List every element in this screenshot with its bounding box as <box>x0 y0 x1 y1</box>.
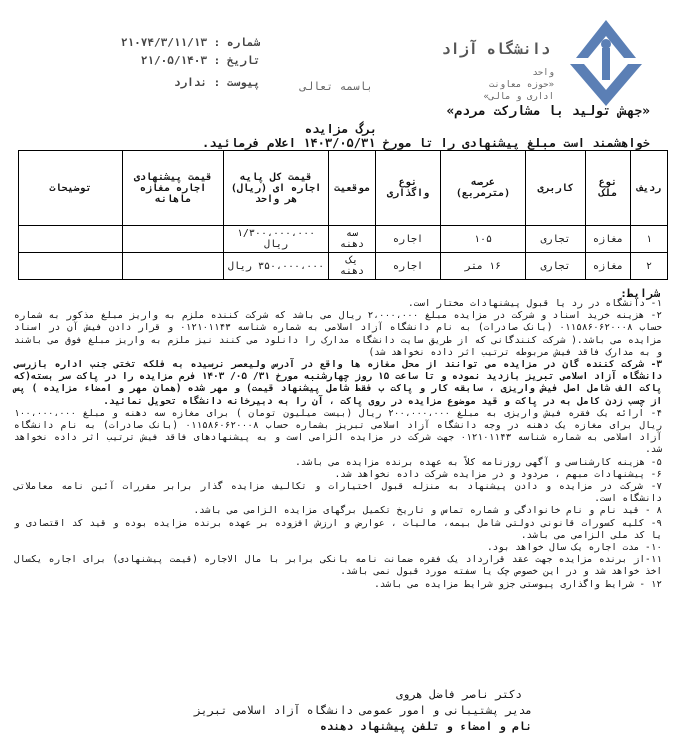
cell-notes[interactable] <box>19 253 123 280</box>
condition-item: ۱- دانشگاه در رد یا قبول پیشنهادات مختار است. <box>407 298 662 309</box>
condition-item: ۱۲ - شرایط واگذاری پیوستی جزو شرایط مزایده می باشد. <box>374 578 662 590</box>
col-header-offer-price: قیمت پیشنهادی اجاره مغازه ماهانه <box>123 151 224 226</box>
bidder-signature-note: نام و امضاء و تلفن پیشنهاد دهنده <box>320 720 532 733</box>
condition-item: ۴- ارائه یک فقره فیش واریزی به مبلغ ۲۰۰،۰۰۰،۰۰۰ ریال (بیست میلیون تومان ) برای مغازه سه دهنه و مبلغ ۱۰۰،۰۰۰،۰۰۰ ریال برای مغازه یک دهنه در وجه دانشگاه آزاد اسلامی تبریز بشماره حساب ۰۱۱۵۸۶۰۶۲۰۰۰۸ (بانک صادرات) به نام دانشگاه آزاد اسلامی به شماره شناسه ۰۱۲۱۰۱۱۴۳ جهت شرکت در مزایده الزامی است و به پیشنهادهای فاقد فیش ترتیب اثر داده نخواهد شد. <box>14 407 663 456</box>
unit-line-1: واحد <box>532 68 554 78</box>
unit-line-3: اداری و مالی» <box>483 92 554 102</box>
condition-item: ۵- هزینه کارشناسی و آگهی روزنامه کلاً به عهده برنده مزایده می باشد. <box>295 456 662 468</box>
cell-property-type: مغازه <box>586 253 631 280</box>
motto: «جهش تولید با مشارکت مردم» <box>446 104 650 119</box>
cell-property-type: مغازه <box>586 226 631 253</box>
university-name: دانشگاه آزاد <box>441 40 550 58</box>
col-header-notes: توضیحات <box>19 151 123 226</box>
university-logo <box>556 18 656 108</box>
cell-notes[interactable] <box>19 226 123 253</box>
cell-base-price: ۱/۳۰۰،۰۰۰،۰۰۰ ریال <box>224 226 329 253</box>
cell-position: یک دهنه <box>329 253 376 280</box>
signer-name: دکتر ناصر فاضل هروی <box>396 688 522 701</box>
cell-usage: تجاری <box>526 253 586 280</box>
cell-base-price: ۳۵۰،۰۰۰،۰۰۰ ریال <box>224 253 329 280</box>
unit-line-2: «حوزه معاونت <box>488 80 554 90</box>
condition-item: ۷- شرکت در مزایده و دادن پیشنهاد به منزله قبول اختیارات و تکالیف مزایده گذار برابر مقررات آئین نامه معاملاتی دانشگاه است. <box>14 481 662 505</box>
condition-item: ۹- کلیه کسورات قانونی دولتی شامل بیمه، مالیات ، عوارض و ارزش افزوده بر عهده برنده مزایده بوده و قید کد اقتصادی و یا کد ملی الزامی می باشد. <box>14 517 662 541</box>
condition-item: ۱۱-از برنده مزایده جهت عقد قرارداد یک فقره ضمانت نامه بانکی برابر با مال الاجاره (قیمت پیشنهادی) برای اجاره یکسال اخذ خواهد شد و در این خصوص چک یا سفته مورد قبول نمی باشد. <box>14 554 662 578</box>
date-label: تاریخ : <box>213 54 260 67</box>
col-header-row-number: ردیف <box>631 151 668 226</box>
cell-transfer-type: اجاره <box>376 226 441 253</box>
col-header-property-type: نوع ملک <box>586 151 631 226</box>
col-header-base-price: قیمت کل پایه اجاره ای (ریال) هر واحد <box>224 151 329 226</box>
cell-area: ۱۰۵ <box>441 226 526 253</box>
cell-transfer-type: اجاره <box>376 253 441 280</box>
besmeh: باسمه تعالی <box>300 80 373 93</box>
table-row <box>19 226 668 253</box>
col-header-area: عرصه (مترمربع) <box>441 151 526 226</box>
date-value: ۲۱/۰۵/۱۴۰۳ <box>140 54 208 67</box>
number-label: شماره : <box>213 36 260 49</box>
sheet-title: برگ مزایده <box>304 122 378 136</box>
cell-row-number: ۲ <box>631 253 668 280</box>
letter-date <box>40 54 260 67</box>
cell-offer-price[interactable] <box>123 226 224 253</box>
conditions-heading: شرایط: <box>620 287 660 300</box>
attachment-value: ندارد <box>173 76 208 89</box>
auction-items-table <box>18 150 668 280</box>
cell-usage: تجاری <box>526 226 586 253</box>
table-row <box>19 253 668 280</box>
cell-offer-price[interactable] <box>123 253 224 280</box>
condition-item: ۱۰- مدت اجاره یک سال خواهد بود. <box>487 542 662 554</box>
invite-text: خواهشمند است مبلغ پیشنهادی را تا مورخ ۱۴۰۳/۰۵/۳۱ اعلام فرمائید. <box>202 136 650 150</box>
condition-item: ۶- پیشنهادات مبهم ، مردود و در مزایده شرکت داده نخواهد شد. <box>334 468 662 480</box>
attachment-label: پیوست : <box>213 76 260 89</box>
cell-area: ۱۶ متر <box>441 253 526 280</box>
cell-row-number: ۱ <box>631 226 668 253</box>
cell-position: سه دهنه <box>329 226 376 253</box>
number-value: ۲۱۰۷۴/۳/۱۱/۱۳ <box>120 36 208 49</box>
conditions-list <box>14 298 662 591</box>
condition-item: ۸ - قید نام و نام خانوادگی و شماره تماس و تاریخ تکمیل برگهای مزایده الزامی می باشد. <box>193 505 662 517</box>
condition-item: ۲- هزینه خرید اسناد و شرکت در مزایده مبلغ ۲،۰۰۰،۰۰۰ ریال می باشد که شرکت کننده ملزم به واریز مبلغ مذکور به شماره حساب ۰۱۱۵۸۶۰۶۲۰۰۰۸ (بانک صادرات) به نام دانشگاه آزاد اسلامی به شماره شناسه ۰۱۲۱۰۱۱۴۳ و قرار دادن فیش آن در اسناد مزایده می باشد.( شرکت کنندگانی که از طریق سایت دانشگاه مدارک را دانلود می کنند نیز ملزم به واریز مبلغ فوق می باشند و به مدارک فاقد فیش مربوطه ترتیب اثر داده نخواهد شد) <box>14 310 662 358</box>
condition-item: ۳- شرکت کننده گان در مزایده می توانند از محل مغازه ها واقع در آدرس ولیعصر نرسیده به فلکه تختی جنب اداره بازرسی دانشگاه آزاد اسلامی تبریز بازدید نموده و تا ساعت ۱۵ روز چهارشنبه مورخ ۳۱/ ۰۵/ ۱۴۰۳ فرم مزایده را در پاکت سر بسته(که پاکت الف شامل اصل فیش واریزی ، سابقه کار و پاکت ب فقط شامل پیشنهاد قیمت) و مهر شده (همان مهر و امضاء مزایده ) پس از چسب زدن کامل به در پاکت و قید موضوع مزایده در روی پاکت ، آن را به دبیرخانه دانشگاه تحویل نمائید. <box>14 359 662 407</box>
signer-title: مدیر پشتیبانی و امور عمومی دانشگاه آزاد اسلامی تبریز <box>194 704 532 717</box>
col-header-transfer-type: نوع واگذاری <box>376 151 441 226</box>
table-header-row <box>19 151 668 226</box>
col-header-position: موقعیت <box>329 151 376 226</box>
letter-attachment <box>40 76 260 89</box>
col-header-usage: کاربری <box>526 151 586 226</box>
letter-number <box>40 36 260 49</box>
